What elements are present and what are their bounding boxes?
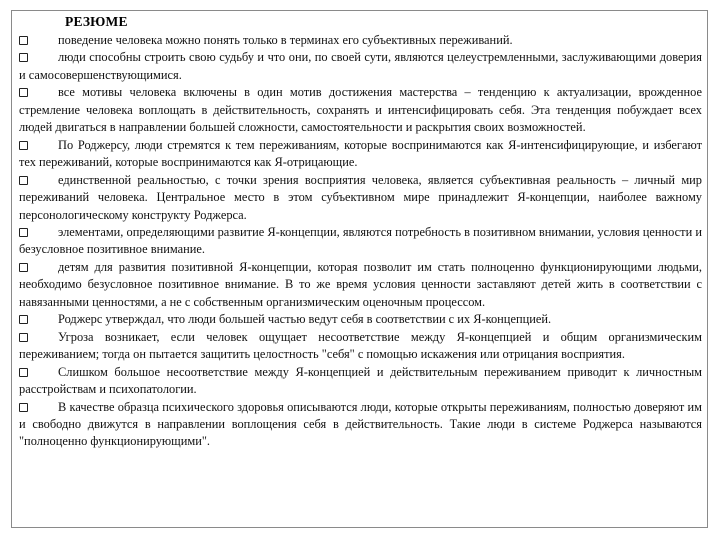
list-item: [19, 224, 702, 259]
list-item: [19, 172, 702, 224]
checkbox-bullet-icon: [19, 88, 28, 97]
list-item-text: По Роджерсу, люди стремятся к тем переживаниям, которые воспринимаются как Я-интенсифицирующие, и избегают тех переживаний, которые воспринимаются как Я-отрицающие.: [19, 137, 702, 170]
list-item-text: В качестве образца психического здоровья описываются люди, которые открыты переживаниям, полностью доверяют им и свободно движутся в направлении воплощения себя в действительность. Такие люди в системе Роджерса называются "полноценно функционирующими".: [19, 399, 702, 449]
checkbox-bullet-icon: [19, 403, 28, 412]
list-item: [19, 329, 702, 364]
checkbox-bullet-icon: [19, 53, 28, 62]
checkbox-bullet-icon: [19, 141, 28, 150]
list-item: [19, 399, 702, 451]
bullet-list: [19, 32, 702, 451]
checkbox-bullet-icon: [19, 36, 28, 45]
list-item: [19, 84, 702, 136]
list-item-text: элементами, определяющими развитие Я-концепции, являются потребность в позитивном внимании, условия ценности и безусловное позитивное внимание.: [19, 224, 702, 257]
list-item: [19, 32, 702, 49]
checkbox-bullet-icon: [19, 263, 28, 272]
list-item-text: детям для развития позитивной Я-концепции, которая позволит им стать полноценно функционирующими людьми, необходимо безусловное позитивное внимание. В то же время условия ценности заставляют детей жить в соответствии с навязанными ценностями, а не с собственным организмическим оценочным процессом.: [19, 259, 702, 309]
slide: [11, 10, 708, 528]
list-item: [19, 364, 702, 399]
list-item-text: поведение человека можно понять только в терминах его субъективных переживаний.: [58, 33, 513, 47]
checkbox-bullet-icon: [19, 176, 28, 185]
slide-title: РЕЗЮМЕ: [65, 14, 128, 29]
list-item-text: Слишком большое несоответствие между Я-концепцией и действительным переживанием приводит к личностным расстройствам и психопатологии.: [19, 364, 702, 397]
list-item: [19, 259, 702, 311]
list-item-text: единственной реальностью, с точки зрения восприятия человека, является субъективная реальность – личный мир переживаний человека. Центральное место в этом субъективном мире принадлежит Я-концепции, наиболее важному персонологическому конструкту Роджерса.: [19, 172, 702, 222]
checkbox-bullet-icon: [19, 368, 28, 377]
list-item: [19, 49, 702, 84]
checkbox-bullet-icon: [19, 333, 28, 342]
list-item-text: Роджерс утверждал, что люди большей частью ведут себя в соответствии с их Я-концепцией.: [58, 312, 552, 327]
list-item: [19, 137, 702, 172]
list-item-text: Угроза возникает, если человек ощущает несоответствие между Я-концепцией и общим организмическим переживанием; тогда он пытается защитить целостность "себя" с помощью искажения или отрицания восприятия.: [19, 329, 702, 362]
list-item-text: все мотивы человека включены в один мотив достижения мастерства – тенденцию к актуализации, врожденное стремление человека воплощать в действительность, сохранять и интенсифицировать себя. Эта тенденция побуждает всех людей двигаться в направлении большей сложности, самостоятельности и раскрытия своих возможностей.: [19, 85, 702, 135]
list-item-text: люди способны строить свою судьбу и что они, по своей сути, являются целеустремленными, заслуживающими доверия и самосовершенствующимися.: [19, 50, 702, 82]
checkbox-bullet-icon: [19, 228, 28, 237]
list-item: [19, 311, 702, 328]
checkbox-bullet-icon: [19, 315, 28, 324]
